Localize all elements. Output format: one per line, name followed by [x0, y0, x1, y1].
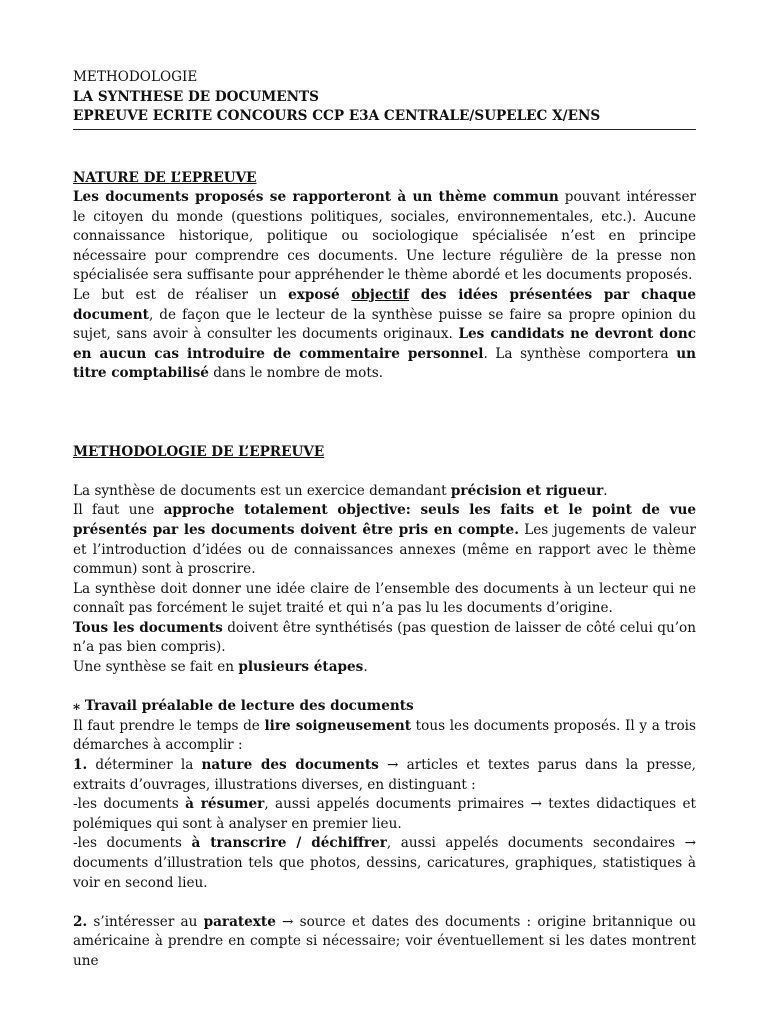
step-1a-text-1: -les documents — [73, 796, 186, 813]
asterisk-icon: ⁎ — [73, 698, 81, 715]
method-paragraph-4 — [73, 619, 696, 658]
method-p5-text-1: Une synthèse se fait en — [73, 659, 239, 676]
method-p1-text-1: La synthèse de documents est un exercice demandant — [73, 482, 451, 499]
nature-p2-text-2: , de façon que le lecteur de la synthèse puisse se faire sa propre opinion du sujet, sans avoir à consulter les documents originaux. — [73, 306, 696, 343]
step-1-number: 1. — [73, 757, 88, 774]
nature-p2-text-4: dans le nombre de mots. — [208, 365, 384, 382]
section-title-methodologie: METHODOLOGIE DE L’EPREUVE — [73, 443, 325, 460]
step-1-text-1: déterminer la — [87, 757, 202, 774]
header-methodologie: METHODOLOGIE — [73, 69, 198, 85]
method-p1-text-2: . — [603, 482, 608, 499]
travail-paragraph-1 — [73, 717, 696, 756]
step-1 — [73, 756, 696, 795]
header-synthese: LA SYNTHESE DE DOCUMENTS — [73, 88, 319, 105]
method-paragraph-1 — [73, 482, 696, 502]
step-2-bold: paratexte — [203, 913, 276, 930]
nature-p2-bold-4: un titre comptabilisé — [73, 345, 696, 382]
nature-p2-bold-3: Les candidats ne devront donc en aucun cas introduire de commentaire personnel — [73, 326, 696, 362]
step-1-item-transcrire — [73, 834, 696, 893]
method-p2-bold: approche totalement objective: seuls les faits et le point de vue présentés par les documents doivent être pris en compte. — [73, 502, 696, 538]
step-1b-text-1: -les documents — [73, 835, 192, 852]
method-p4-bold: Tous les documents — [73, 619, 223, 636]
document-header — [73, 68, 696, 127]
step-1-item-resumer — [73, 795, 696, 834]
method-p2-text-1: Il faut une — [73, 502, 164, 519]
nature-p2-text-1: Le but est de réaliser un — [73, 287, 289, 304]
nature-p2-text-3: . La synthèse comportera — [483, 345, 677, 362]
step-1b-bold: à transcrire / déchiffrer — [191, 835, 387, 852]
travail-p1-text-1: Il faut prendre le temps de — [73, 717, 265, 734]
nature-p2-bold-1: exposé — [288, 287, 352, 304]
step-1a-text-2: , aussi appelés documents primaires → textes didactiques et polémiques qui sont à analyser en premier lieu. — [73, 796, 696, 832]
travail-p1-bold: lire soigneusement — [264, 717, 412, 734]
step-2-text-1: s’intéresser au — [87, 913, 204, 930]
method-p2-text-2: Les jugements de valeur et l’introduction d’idées ou de connaissances annexes (même en rapport avec le thème commun) sont à proscrire. — [73, 521, 696, 578]
method-p1-bold: précision et rigueur — [450, 482, 604, 499]
step-2-number: 2. — [73, 913, 88, 930]
method-paragraph-3: La synthèse doit donner une idée claire de l’ensemble des documents à un lecteur qui ne connaît pas forcément le sujet traité et qui n’a pas lu les documents d’origine. — [73, 580, 696, 617]
step-2 — [73, 913, 696, 972]
nature-p1-bold: Les documents proposés se rapporteront à un thème commun — [73, 189, 559, 206]
method-p5-text-2: . — [363, 659, 368, 676]
method-paragraph-2 — [73, 501, 696, 579]
step-1-bold: nature des documents — [201, 757, 379, 774]
section-title-nature: NATURE DE L’EPREUVE — [73, 169, 257, 186]
nature-p2-bold-underline: objectif — [351, 287, 410, 304]
nature-paragraph-2 — [73, 286, 696, 384]
header-epreuve: EPREUVE ECRITE CONCOURS CCP E3A CENTRALE/SUPELEC X/ENS — [73, 108, 601, 124]
section-methodologie — [73, 443, 696, 678]
travail-p1-text-2: tous les documents proposés. Il y a trois démarches à accomplir : — [73, 717, 696, 754]
step-1a-bold: à résumer — [185, 796, 265, 813]
nature-paragraph-1 — [73, 188, 696, 286]
step-2-text-2: → source et dates des documents : origine britannique ou américaine à prendre en compte si nécessaire; voir éventuellement si les dates montrent une — [73, 913, 696, 969]
method-paragraph-5 — [73, 658, 696, 678]
method-p4-text: doivent être synthétisés (pas question de laisser de côté celui qu’on n’a pas bien compris). — [73, 619, 696, 656]
travail-heading — [73, 697, 696, 717]
nature-p2-bold-2: des idées présentées par chaque document — [73, 287, 696, 323]
nature-p1-text: pouvant intéresser le citoyen du monde (questions politiques, sociales, environnementales, etc.). Aucune connaissance historique, politique ou sociologique spécialisée n’est en principe nécessaire pour comprendre ces documents. Une lecture régulière de la presse non spécialisée sera suffisante pour appréhender le thème abordé et les documents proposés. — [73, 189, 696, 284]
method-p5-bold: plusieurs étapes — [238, 659, 364, 676]
travail-title: Travail préalable de lecture des documents — [80, 698, 414, 715]
section-nature — [73, 169, 696, 385]
step-1-text-2: → articles et textes parus dans la presse, extraits d’ouvrages, illustrations diverses, en distinguant : — [73, 757, 696, 793]
section-travail — [73, 697, 696, 971]
step-1b-text-2: , aussi appelés documents secondaires → documents d’illustration tels que photos, dessins, caricatures, graphiques, statistiques à voir en second lieu. — [73, 835, 696, 891]
